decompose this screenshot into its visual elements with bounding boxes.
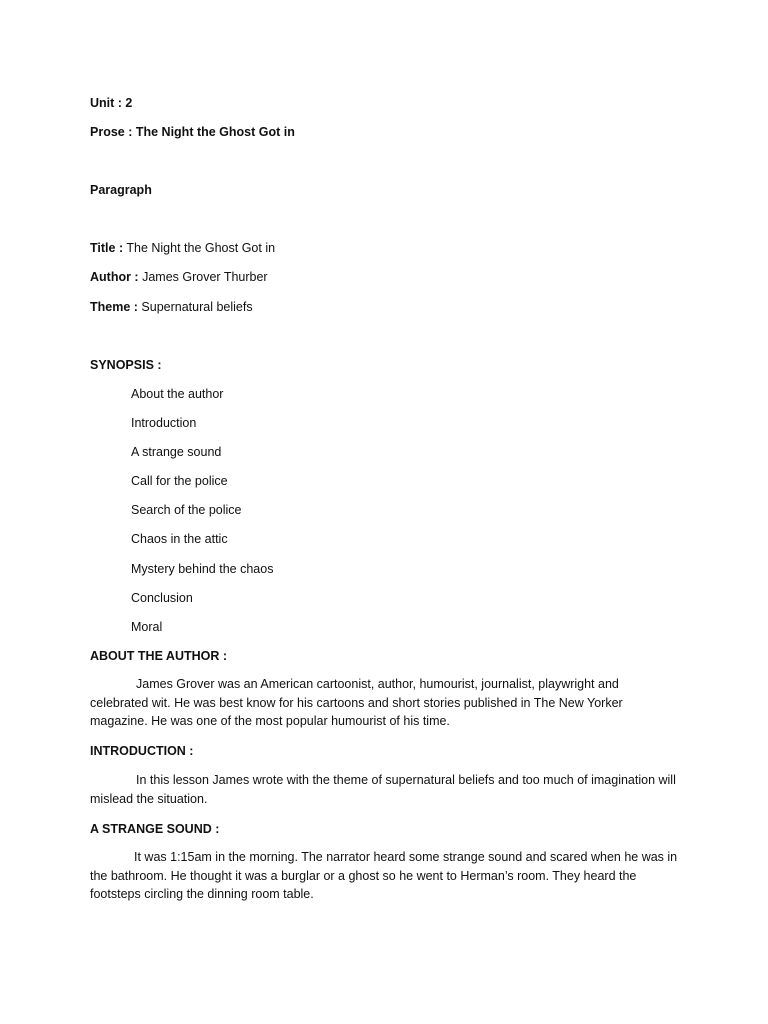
synopsis-item: Mystery behind the chaos	[131, 562, 274, 576]
synopsis-item: Search of the police	[131, 503, 242, 517]
synopsis-item: A strange sound	[131, 445, 222, 459]
strange-sound-heading: A STRANGE SOUND :	[90, 822, 220, 836]
author-label: Author :	[90, 270, 139, 284]
synopsis-item: Chaos in the attic	[131, 532, 228, 546]
theme-label: Theme :	[90, 300, 138, 314]
title-line	[90, 240, 275, 256]
about-author-heading: ABOUT THE AUTHOR :	[90, 649, 228, 663]
theme-value: Supernatural beliefs	[137, 300, 253, 314]
introduction-body: In this lesson James wrote with the theme of supernatural beliefs and too much of imagination will mislead the situation.	[90, 773, 676, 806]
author-line	[90, 269, 268, 285]
strange-sound-body: It was 1:15am in the morning. The narrator heard some strange sound and scared when he was in the bathroom. He thought it was a burglar or a ghost so he went to Herman’s room. They heard the footsteps circling the dinning room table.	[90, 850, 678, 901]
about-author-text	[90, 675, 680, 731]
synopsis-heading: SYNOPSIS :	[90, 358, 162, 372]
unit-label: Unit : 2	[90, 96, 133, 110]
synopsis-item: Introduction	[131, 416, 197, 430]
title-value: The Night the Ghost Got in	[123, 241, 276, 255]
synopsis-item: Moral	[131, 620, 163, 634]
introduction-heading: INTRODUCTION :	[90, 744, 194, 758]
synopsis-item: Conclusion	[131, 591, 193, 605]
author-value: James Grover Thurber	[138, 270, 268, 284]
about-author-body: James Grover was an American cartoonist, author, humourist, journalist, playwright and celebrated wit. He was best know for his cartoons and short stories published in The New Yorker magazine. He was one of the most popular humourist of his time.	[90, 677, 623, 728]
strange-sound-text	[90, 848, 680, 904]
theme-line	[90, 299, 253, 315]
synopsis-item: Call for the police	[131, 474, 228, 488]
paragraph-label: Paragraph	[90, 183, 152, 197]
title-label: Title :	[90, 241, 124, 255]
introduction-text	[90, 771, 680, 808]
prose-title: Prose : The Night the Ghost Got in	[90, 125, 295, 139]
synopsis-item: About the author	[131, 387, 224, 401]
